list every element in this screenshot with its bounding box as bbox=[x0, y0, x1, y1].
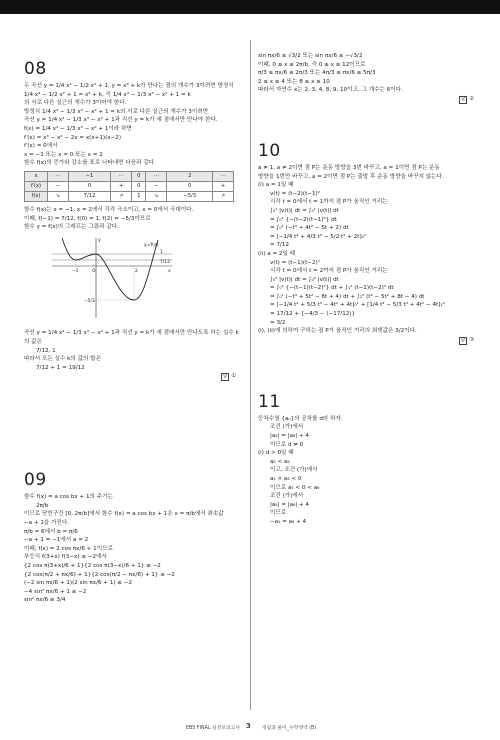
sign-table-cell: 0 bbox=[132, 171, 146, 181]
text-line: 7/12, 1 bbox=[36, 347, 56, 354]
question-11-solution bbox=[258, 415, 480, 527]
text-line: 곡선 y = 1/4 x⁴ − 1/3 x³ − x² + 1과 직선 y = k가 세 점에서만 만나도록 하는 실수 k bbox=[24, 330, 239, 337]
text-line: {2 cos π(3+x)/6 + 1}{2 cos π(3−x)/6 + 1} ≤ −2 bbox=[24, 563, 161, 570]
text-line: (ii) a = 2일 때 bbox=[258, 250, 296, 257]
sign-table-cell: ⋯ bbox=[111, 171, 132, 181]
text-line: 이고, 조건 (가)에서 bbox=[270, 467, 318, 474]
sign-table-cell: + bbox=[111, 181, 132, 191]
text-line: a ≠ 1, a ≠ 2이면 점 P는 운동 방향을 3번 바꾸고, a = 1이면 점 P는 운동 bbox=[258, 164, 440, 171]
top-black-bar bbox=[0, 0, 500, 14]
text-line: 이때, f(x) = 2 cos πx/6 + 1이므로 bbox=[24, 545, 113, 552]
text-line: = ∫₀¹ (−t³ + 5t² − 8t + 4) dt + ∫₁² (t³ − 5t² + 8t − 4) dt bbox=[270, 293, 425, 300]
sign-table-cell: 7/12 bbox=[68, 191, 110, 201]
curve-label: y=f(x) bbox=[144, 242, 159, 248]
text-line: 조건 (가)에서 bbox=[270, 424, 304, 431]
text-line: 조건 (가)에서 bbox=[270, 493, 304, 500]
sign-table-cell: f′(x) bbox=[25, 181, 48, 191]
answer-row-10 bbox=[258, 336, 480, 345]
answer-row-8 bbox=[24, 372, 242, 381]
text-line: sin πx/6 ≥ √3/2 또는 sin πx/6 ≤ −√3/2 bbox=[258, 53, 363, 59]
text-line: a₅ < a₆ bbox=[270, 458, 290, 465]
text-line: = 7/12 bbox=[270, 242, 290, 249]
text-line: 1/4 x⁴ − 1/2 x² + 1 = x³ + k, 즉 1/4 x⁴ − 1/3 x³ − x² + 1 = k bbox=[24, 91, 191, 98]
text-line: = 17/12 + {−4/3 − (−17/12)} bbox=[270, 311, 356, 318]
text-line: (i) d > 0일 때 bbox=[258, 450, 294, 457]
question-8-after-table bbox=[24, 206, 242, 232]
sign-table-cell: 0 bbox=[132, 181, 146, 191]
text-line: 함수 y = f(x)의 그래프는 그림과 같다. bbox=[24, 224, 119, 231]
text-line: −a + 1을 가진다. bbox=[24, 520, 70, 527]
sign-table bbox=[24, 171, 234, 202]
label-x-2: 2 bbox=[135, 268, 138, 274]
text-line: v(t) = (t−2)(t−1)² bbox=[270, 190, 320, 197]
label-y-1: 1 bbox=[160, 249, 163, 255]
text-line: 7/12 + 1 = 19/12 bbox=[36, 364, 85, 371]
answer-10: 답 ③ bbox=[460, 336, 474, 343]
sign-table-cell: 2 bbox=[167, 171, 213, 181]
text-line: 함수 f(x) = a cos bx + 1의 주기는 bbox=[24, 494, 113, 501]
sign-table-cell: 1 bbox=[132, 191, 146, 201]
text-line: π/3 ≤ πx/6 ≤ 2π/3 또는 4π/3 ≤ πx/6 ≤ 5π/3 bbox=[258, 70, 376, 77]
text-line: 부등식 f(3+x) f(3−x) ≤ −2에서 bbox=[24, 554, 107, 561]
text-line: 따라서 모든 실수 k의 값의 합은 bbox=[24, 356, 101, 363]
text-line: 함수 f(x)의 증가와 감소를 표로 나타내면 다음과 같다. bbox=[24, 160, 156, 167]
text-line: 곡선 y = 1/4 x⁴ − 1/3 x³ − x² + 1과 직선 y = k가 세 점에서만 만나야 한다. bbox=[24, 117, 218, 124]
text-line: 함수 f(x)는 x = −1, x = 2에서 각각 극소이고, x = 0에서 극대이다. bbox=[24, 206, 194, 213]
right-column bbox=[258, 52, 480, 527]
text-line: = [−1/4 t⁴ + 4/3 t³ − 5/2 t² + 2t]₀¹ bbox=[270, 233, 367, 240]
answer-row-9 bbox=[258, 95, 480, 104]
text-line: 시각 t = 0에서 t = 1까지 점 P가 움직인 거리는 bbox=[270, 199, 388, 206]
text-line: a₅ × a₆ < 0 bbox=[270, 476, 302, 482]
sign-table-cell: − bbox=[48, 181, 69, 191]
text-line: 이므로 닫힌구간 [0, 2π/b]에서 함수 f(x) = a cos bx + 1은 x = π/b에서 최솟값 bbox=[24, 511, 224, 518]
text-line: f′(x) = 0에서 bbox=[24, 143, 58, 150]
text-line: f′(x) = x³ − x² − 2x = x(x+1)(x−2) bbox=[24, 134, 122, 141]
text-line: 이므로 a₅ < 0 < a₆ bbox=[270, 484, 320, 491]
question-9-number: 09 bbox=[24, 470, 47, 491]
text-line: 등차수열 {aₙ}의 공차를 d라 하자. bbox=[258, 415, 343, 422]
text-line: π/b = 6에서 b = π/6 bbox=[24, 528, 78, 535]
label-x-neg1: −1 bbox=[72, 268, 79, 274]
sign-table-cell: f(x) bbox=[25, 191, 48, 201]
text-line: x = −1 또는 x = 0 또는 x = 2 bbox=[24, 151, 103, 158]
text-line: ∫₀² |v(t)| dt = ∫₀² |v(t)| dt bbox=[270, 276, 339, 283]
sign-table-function-row bbox=[25, 191, 234, 201]
sign-table-cell: ⋯ bbox=[48, 171, 69, 181]
sign-table-cell: ⋯ bbox=[146, 171, 167, 181]
text-line: 방향을 1번만 바꾸고, a = 2이면 점 P는 출발 후 운동 방향을 바꾸지 않는다. bbox=[258, 173, 444, 180]
text-line: 방정식 1/4 x⁴ − 1/3 x³ − x² + 1 = k의 서로 다른 실근의 개수가 3이려면 bbox=[24, 108, 209, 115]
x-axis-label: x bbox=[168, 268, 171, 274]
text-line: 2 ≤ x ≤ 4 또는 8 ≤ x ≤ 10 bbox=[258, 78, 330, 85]
label-origin: O bbox=[92, 268, 96, 274]
text-line: 두 곡선 y = 1/4 x⁴ − 1/2 x² + 1, y = x³ + k가 만나는 점의 개수가 3이려면 방정식 bbox=[24, 83, 234, 89]
text-line: (i), (ii)에 의하여 구하는 점 P가 움직인 거리의 최댓값은 3/2이다. bbox=[258, 328, 417, 335]
text-line: −a + 1 = −1에서 a = 2 bbox=[24, 537, 89, 544]
y-axis-label: y bbox=[98, 237, 101, 243]
sign-table-header-row bbox=[25, 171, 234, 181]
sign-table-cell: 0 bbox=[167, 181, 213, 191]
column-divider bbox=[250, 40, 251, 710]
text-line: |a₅| = |a₆| + 4 bbox=[270, 433, 309, 440]
text-line: 시각 t = 0에서 t = 2까지 점 P가 움직인 거리는 bbox=[270, 268, 388, 275]
answer-8: 답 ① bbox=[222, 373, 236, 380]
function-graph bbox=[48, 236, 178, 322]
page-number: 3 bbox=[246, 722, 251, 730]
text-line: sin² πx/6 ≥ 3/4 bbox=[24, 597, 66, 604]
text-line: (−2 sin πx/6 + 1)(2 sin πx/6 + 1) ≤ −2 bbox=[24, 580, 133, 587]
question-9-continued bbox=[258, 52, 480, 95]
text-line: −a₅ = a₆ + 4 bbox=[270, 518, 307, 525]
label-y-neg5-3: −5/3 bbox=[84, 298, 95, 304]
text-line: 의 서로 다른 실근의 개수가 3이어야 한다. bbox=[24, 100, 127, 107]
sign-table-cell: + bbox=[213, 181, 234, 191]
text-line: |a₅| = |a₆| + 4 bbox=[270, 501, 309, 508]
label-y-7-12: 7/12 bbox=[160, 259, 170, 265]
sign-table-derivative-row bbox=[25, 181, 234, 191]
text-line: {2 cos(π/2 + πx/6) + 1}{2 cos(π/2 − πx/6) + 1} ≤ −2 bbox=[24, 571, 175, 578]
question-8-number: 08 bbox=[24, 59, 47, 79]
sign-table-cell: ↘ bbox=[146, 191, 167, 201]
question-11-number: 11 bbox=[258, 391, 281, 412]
text-line: = [−1/4 t⁴ + 5/3 t³ − 4t² + 4t]₀¹ + [1/4 t⁴ − 5/3 t³ + 4t² − 4t]₁² bbox=[270, 302, 445, 309]
answer-9: 답 ② bbox=[460, 95, 474, 102]
text-line: 2π/b bbox=[36, 502, 49, 509]
text-line: −4 sin² πx/6 + 1 ≤ −2 bbox=[24, 588, 87, 595]
sign-table-cell: ↘ bbox=[48, 191, 69, 201]
sign-table-cell: −1 bbox=[68, 171, 110, 181]
text-line: 이때, 0 ≤ x ≤ 2π/b, 즉 0 ≤ x ≤ 12이므로 bbox=[258, 61, 366, 68]
sign-table-cell: −5/3 bbox=[167, 191, 213, 201]
question-9-solution bbox=[24, 493, 242, 605]
footer-right: 정답과 풀이_수학영역 (B) bbox=[262, 726, 317, 731]
question-8-solution bbox=[24, 82, 242, 168]
sign-table-cell: ⋯ bbox=[213, 171, 234, 181]
sign-table-cell: − bbox=[146, 181, 167, 191]
text-line: 따라서 자연수 x는 2, 3, 4, 8, 9, 10이고, 그 개수는 6이다. bbox=[258, 87, 403, 94]
sign-table-cell: 0 bbox=[68, 181, 110, 191]
sign-table-cell: ↗ bbox=[111, 191, 132, 201]
text-line: 이므로 d ≠ 0 bbox=[270, 441, 304, 448]
question-10-number: 10 bbox=[258, 140, 281, 161]
text-line: (i) a = 1일 때 bbox=[258, 182, 294, 189]
text-line: ∫₀¹ |v(t)| dt = ∫₀¹ |v(t)| dt bbox=[270, 207, 339, 214]
text-line: 이때, f(−1) = 7/12, f(0) = 1, f(2) = −5/3이므로 bbox=[24, 215, 151, 222]
sign-table-cell: ↗ bbox=[213, 191, 234, 201]
text-line: = ∫₀¹ {−(t−1)(t−2)²} dt + ∫₁² (t−1)(t−2)² dt bbox=[270, 285, 394, 292]
left-column bbox=[24, 60, 242, 605]
question-8-conclusion bbox=[24, 329, 242, 372]
footer-left: EBS FINAL 실전모의고사 bbox=[186, 726, 240, 731]
text-line: 이므로 bbox=[270, 510, 287, 517]
text-line: = ∫₀¹ (−t³ + 4t² − 5t + 2) dt bbox=[270, 225, 349, 232]
text-line: 의 값은 bbox=[24, 338, 42, 345]
text-line: v(t) = (t−1)(t−2)² bbox=[270, 259, 320, 266]
sign-table-cell: x bbox=[25, 171, 48, 181]
text-line: = ∫₀¹ {−(t−2)(t−1)²} dt bbox=[270, 216, 337, 223]
question-10-solution bbox=[258, 164, 480, 336]
text-line: f(x) = 1/4 x⁴ − 1/3 x³ − x² + 1이라 하면 bbox=[24, 125, 132, 132]
text-line: = 3/2 bbox=[270, 319, 286, 326]
page-footer bbox=[0, 722, 500, 736]
